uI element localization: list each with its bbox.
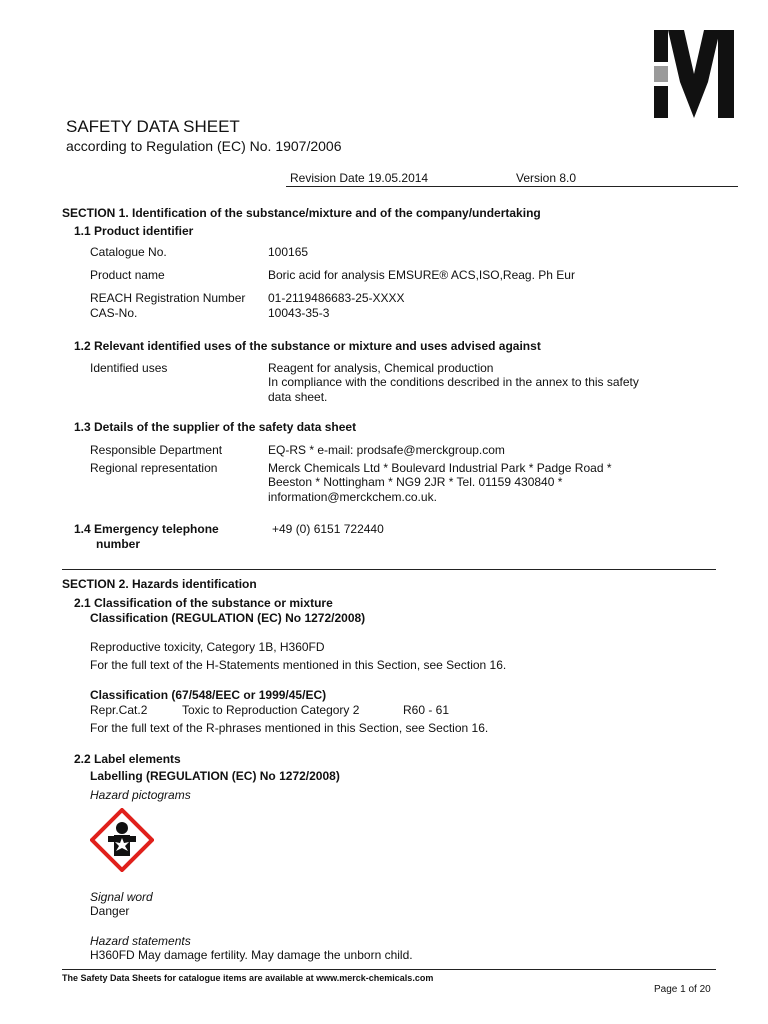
- identified-uses-line1: Reagent for analysis, Chemical production: [268, 361, 494, 375]
- product-name-label: Product name: [90, 268, 165, 282]
- product-name-value: Boric acid for analysis EMSURE® ACS,ISO,Reag. Ph Eur: [268, 268, 575, 282]
- h-statements-note: For the full text of the H-Statements mentioned in this Section, see Section 16.: [90, 658, 507, 672]
- section2-2-heading: 2.2 Label elements: [74, 752, 181, 766]
- merck-logo-icon: [652, 30, 736, 118]
- reach-value: 01-2119486683-25-XXXX: [268, 291, 405, 305]
- hazard-statements-value: H360FD May damage fertility. May damage the unborn child.: [90, 948, 413, 962]
- signal-word-value: Danger: [90, 904, 130, 918]
- cas-value: 10043-35-3: [268, 306, 330, 320]
- regional-rep-line1: Merck Chemicals Ltd * Boulevard Industrial Park * Padge Road *: [268, 461, 612, 475]
- header-rule: [286, 186, 738, 187]
- section-divider: [62, 569, 716, 570]
- responsible-dept-label: Responsible Department: [90, 443, 223, 457]
- section2-1-heading: 2.1 Classification of the substance or mixture: [74, 596, 333, 610]
- emergency-phone-value: +49 (0) 6151 722440: [272, 522, 384, 536]
- clp-classification-value: Reproductive toxicity, Category 1B, H360FD: [90, 640, 325, 654]
- section1-heading: SECTION 1. Identification of the substance/mixture and of the company/undertaking: [62, 206, 541, 220]
- labelling-heading: Labelling (REGULATION (EC) No 1272/2008): [90, 769, 340, 783]
- document-subtitle: according to Regulation (EC) No. 1907/2006: [66, 138, 342, 154]
- section1-4-heading-line1: 1.4 Emergency telephone: [74, 522, 219, 536]
- identified-uses-line2: In compliance with the conditions described in the annex to this safety: [268, 375, 639, 389]
- section2-heading: SECTION 2. Hazards identification: [62, 577, 257, 591]
- regional-rep-line2: Beeston * Nottingham * NG9 2JR * Tel. 01159 430840 *: [268, 475, 563, 489]
- section1-4-heading-line2: number: [96, 537, 141, 551]
- cas-label: CAS-No.: [90, 306, 138, 320]
- signal-word-label: Signal word: [90, 890, 153, 904]
- reach-label: REACH Registration Number: [90, 291, 246, 305]
- section1-1-heading: 1.1 Product identifier: [74, 224, 194, 238]
- page-number: Page 1 of 20: [654, 984, 711, 995]
- section1-2-heading: 1.2 Relevant identified uses of the substance or mixture and uses advised against: [74, 339, 541, 353]
- version: Version 8.0: [516, 171, 577, 185]
- dsd-r-phrases: R60 - 61: [403, 703, 450, 717]
- identified-uses-label: Identified uses: [90, 361, 168, 375]
- footer-rule: [62, 969, 716, 970]
- catalogue-value: 100165: [268, 245, 309, 259]
- health-hazard-pictogram-icon: [90, 808, 154, 872]
- identified-uses-line3: data sheet.: [268, 390, 328, 404]
- dsd-code: Repr.Cat.2: [90, 703, 148, 717]
- revision-date: Revision Date 19.05.2014: [290, 171, 429, 185]
- hazard-pictograms-label: Hazard pictograms: [90, 788, 191, 802]
- document-title: SAFETY DATA SHEET: [66, 117, 240, 136]
- regional-rep-label: Regional representation: [90, 461, 218, 475]
- dsd-classification-heading: Classification (67/548/EEC or 1999/45/EC): [90, 688, 327, 702]
- responsible-dept-value: EQ-RS * e-mail: prodsafe@merckgroup.com: [268, 443, 505, 457]
- clp-classification-heading: Classification (REGULATION (EC) No 1272/2008): [90, 611, 366, 625]
- dsd-description: Toxic to Reproduction Category 2: [182, 703, 360, 717]
- catalogue-label: Catalogue No.: [90, 245, 167, 259]
- footer-note: The Safety Data Sheets for catalogue items are available at www.merck-chemicals.com: [62, 973, 434, 983]
- r-phrases-note: For the full text of the R-phrases mentioned in this Section, see Section 16.: [90, 721, 489, 735]
- section1-3-heading: 1.3 Details of the supplier of the safety data sheet: [74, 420, 357, 434]
- regional-rep-line3: information@merckchem.co.uk.: [268, 490, 437, 504]
- hazard-statements-label: Hazard statements: [90, 934, 191, 948]
